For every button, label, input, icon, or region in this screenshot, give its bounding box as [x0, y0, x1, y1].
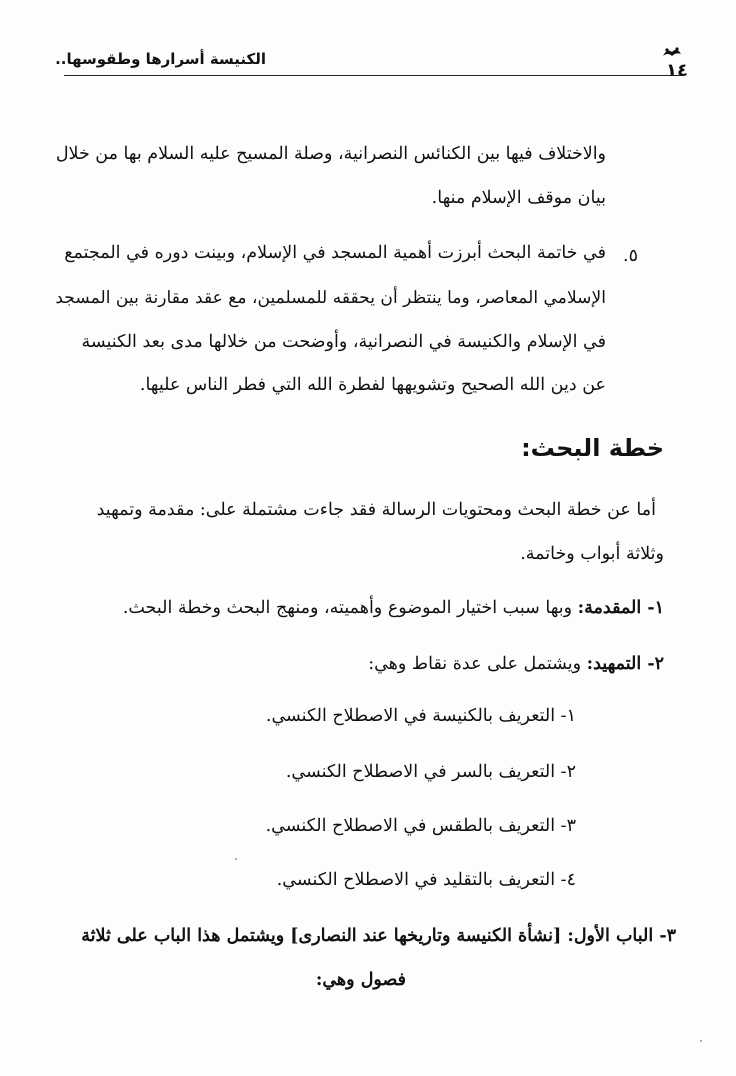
paragraph-line: بيان موقف الإسلام منها. [431, 188, 606, 208]
plan-item-continuation: فصول وهي: [315, 970, 406, 990]
scan-speck [235, 858, 237, 860]
paragraph-line: والاختلاف فيها بين الكنائس النصرانية، وصلة المسيح عليه السلام بها من خلال [55, 144, 606, 164]
paragraph-line: وثلاثة أبواب وخاتمة. [520, 544, 664, 564]
plan-subitem: ٣- التعريف بالطقس في الاصطلاح الكنسي. [265, 816, 576, 836]
paragraph-line: أما عن خطة البحث ومحتويات الرسالة فقد جاءت مشتملة على: مقدمة وتمهيد [96, 500, 656, 520]
paragraph-line: الإسلامي المعاصر، وما ينتظر أن يحققه للمسلمين، مع عقد مقارنة بين المسجد [55, 288, 606, 308]
plan-item-text: ويشتمل على عدة نقاط وهي: [368, 654, 582, 674]
page-number: ١٤ [666, 60, 688, 81]
paragraph-line: في الإسلام والكنيسة في النصرانية، وأوضحت من خلالها مدى بعد الكنيسة [81, 332, 606, 352]
plan-item-text: وبها سبب اختيار الموضوع وأهميته، ومنهج البحث وخطة البحث. [122, 598, 573, 618]
plan-item-label: ١- المقدمة: [577, 598, 664, 618]
paragraph-line: في خاتمة البحث أبرزت أهمية المسجد في الإسلام، وبينت دوره في المجتمع [64, 243, 606, 263]
section-heading: خطة البحث: [521, 434, 664, 462]
plan-subitem: ٤- التعريف بالتقليد في الاصطلاح الكنسي. [276, 870, 576, 890]
plan-item [123, 600, 664, 618]
plan-subitem: ٢- التعريف بالسر في الاصطلاح الكنسي. [285, 762, 576, 782]
scan-speck [700, 1040, 702, 1042]
list-marker: ٥. [623, 246, 638, 266]
plan-item-label: ٢- التمهيد: [586, 654, 664, 674]
ornament-icon [661, 46, 683, 60]
plan-subitem: ١- التعريف بالكنيسة في الاصطلاح الكنسي. [265, 706, 576, 726]
plan-item [368, 656, 664, 674]
paragraph-line: عن دين الله الصحيح وتشويهها لفطرة الله التي فطر الناس عليها. [139, 375, 606, 395]
header-divider [64, 75, 684, 76]
running-header-title: الكنيسة أسرارها وطقوسها.. [55, 50, 266, 68]
plan-item: ٣- الباب الأول: [نشأة الكنيسة وتاريخها عند النصارى] ويشتمل هذا الباب على ثلاثة [81, 926, 676, 946]
